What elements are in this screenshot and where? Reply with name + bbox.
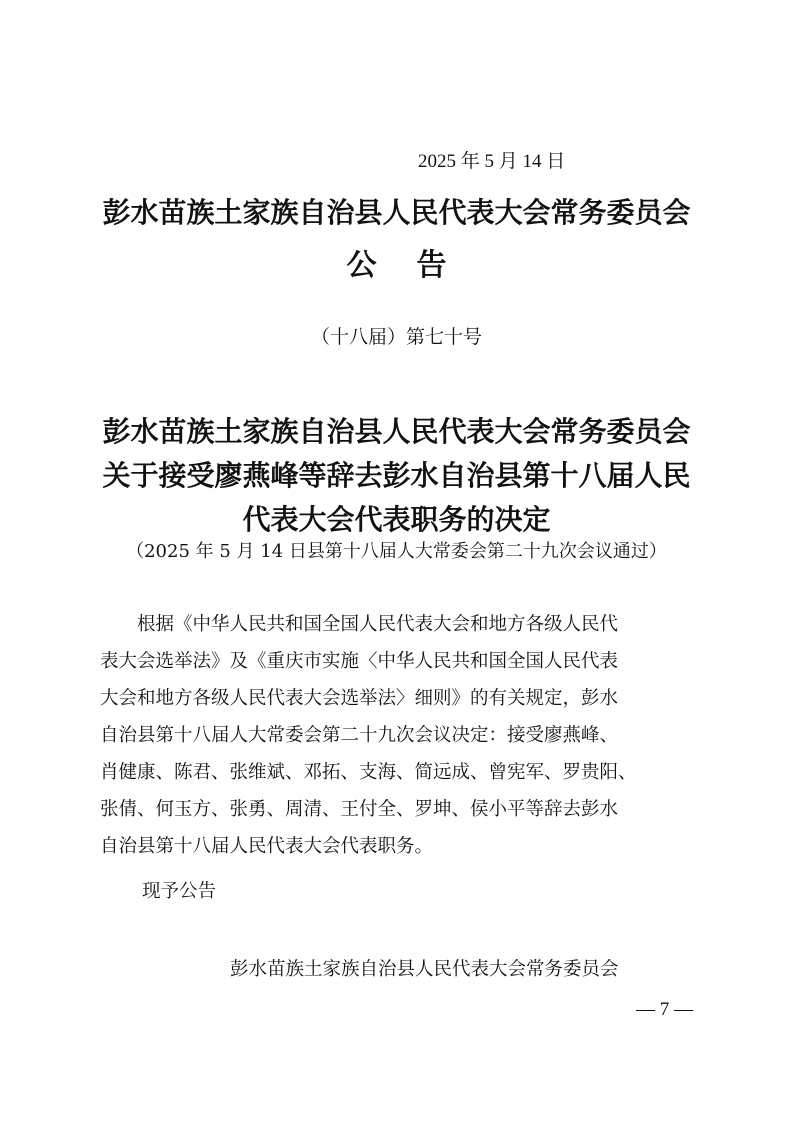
body-line: 大会和地方各级人民代表大会选举法〉细则》的有关规定，彭水 [100,688,619,709]
decision-title-line: 代表大会代表职务的决定 [242,503,551,536]
decision-body [100,606,637,865]
body-line: 表大会选举法》及《重庆市实施〈中华人民共和国全国人民代表 [100,651,619,672]
issue-date: 2025 年 5 月 14 日 [418,151,566,172]
notice-title: 公告 [346,248,487,283]
body-line: 自治县第十八届人民代表大会代表职务。 [100,836,434,857]
page-number: — 7 — [636,999,693,1020]
announce-text: 现予公告 [142,881,217,902]
body-line: 自治县第十八届人大常委会第二十九次会议决定：接受廖燕峰、 [100,725,619,746]
body-line: 肖健康、陈君、张维斌、邓拓、支海、简远成、曾宪军、罗贵阳、 [100,762,637,783]
decision-title-line: 关于接受廖燕峰等辞去彭水自治县第十八届人民 [102,459,691,492]
body-line: 张倩、何玉方、张勇、周清、王付全、罗坤、侯小平等辞去彭水 [100,799,619,820]
notice-number: （十八届）第七十号 [310,326,482,348]
org-title: 彭水苗族土家族自治县人民代表大会常务委员会 [102,196,691,229]
signature: 彭水苗族土家族自治县人民代表大会常务委员会 [230,959,619,980]
decision-title [0,410,793,542]
decision-title-line: 彭水苗族土家族自治县人民代表大会常务委员会 [102,415,691,448]
passed-note: （2025 年 5 月 14 日县第十八届人大常委会第二十九次会议通过） [126,541,667,562]
body-line: 根据《中华人民共和国全国人民代表大会和地方各级人民代 [100,614,619,635]
